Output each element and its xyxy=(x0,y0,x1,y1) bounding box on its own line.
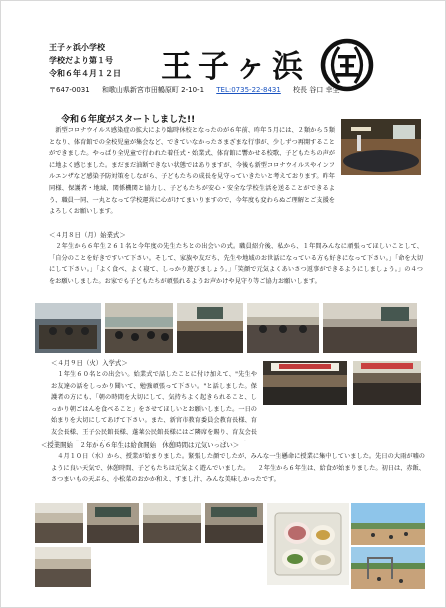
first-day-photo-4 xyxy=(247,303,319,353)
entrance-ceremony-photo-2 xyxy=(353,361,421,405)
classroom-photo-5 xyxy=(35,547,91,587)
issue-number: 学校だより第１号 xyxy=(49,56,113,65)
school-lunch-photo xyxy=(267,503,349,585)
entrance-ceremony-photo-1 xyxy=(263,361,347,405)
playground-photo-2 xyxy=(351,547,425,589)
entrance-ceremony-hall-photo xyxy=(341,119,421,175)
first-day-photo-1 xyxy=(35,303,101,353)
newsletter-title: 王子ヶ浜 xyxy=(161,49,309,85)
issue-date: 令和６年４月１２日 xyxy=(49,69,121,78)
classroom-photo-4 xyxy=(205,503,263,543)
intro-title: 令和６年度がスタートしました!! xyxy=(61,115,196,125)
school-address: 和歌山県新宮市田鶴原町 2-10-1 xyxy=(101,86,205,94)
section-title-classes: ＜授業開始 ２年から６年生は給食開始 休憩時間は元気いっぱい＞ xyxy=(41,441,240,449)
playground-photo-1 xyxy=(351,503,425,545)
header-meta xyxy=(49,41,121,80)
section-title-entrance: ＜４月９日（火）入学式＞ xyxy=(51,359,128,367)
classroom-photo-2 xyxy=(87,503,139,543)
school-name: 王子ヶ浜小学校 xyxy=(49,43,105,52)
phone-link[interactable]: TEL:0735-22-8431 xyxy=(216,86,281,94)
classroom-photo-3 xyxy=(143,503,201,543)
postal-code: 〒647-0031 xyxy=(49,86,90,94)
first-day-photo-2 xyxy=(105,303,173,353)
intro-paragraph: 新型コロナウイルス感染症の拡大により臨時休校となったのが６年前、昨年５月には、２類から５類となり、体育館での全校児童が集会など、できていなかったさまざまな行事が、少しずつ再開することができました。やっぱり全児童で行われた着任式・始業式、体育館に響かせる校歌、子どもたちの声がに地よく感じました。まだまだ油断できない状態ではありますが、今後も新型コロナウイルスやインフルエンザなど感染予防対策をしながら、子どもたちの成長を見守っていきたいと考えております。昨年同様、保護者・地域、関係機関と協力し、子どもたちが安心・安全な学校生活を送ることができるよう、職員一同、一丸となって学校運営に心がけてまいりますので、今年度も変わらぬご理解とご支援をよろしくお願いします。 xyxy=(49,127,335,216)
principal-name: 校長 谷口 幸生 xyxy=(293,86,340,94)
first-day-photo-3 xyxy=(177,303,243,353)
contact-line xyxy=(49,85,350,95)
first-day-photo-5 xyxy=(323,303,417,353)
classroom-photo-1 xyxy=(35,503,83,543)
section-body-entrance: １年生６０名との出会い。始業式で話したことに付け加えて、"先生やお友達の話をしっかり聞いて、勉強頑張って下さい。"と話しました。保護者の方にも、「朝の時間を大切にして、気持ちよく起きられること、しっかり朝ごはんを食べること」をさせてほしいとお願いしました。一日の始まりを大切にしてあげて下さい。また、新宮市教育委員会教育長様、育友会長様、王子公民館長様、蓬莱公民館長様にはご隣席を賜り、育友会長 xyxy=(51,371,257,436)
section-body-opening: ２年生から６年生２６１名と今年度の先生たちとの出会いの式。職員紹介後、私から、１年間みんなに頑張ってほしいことして、「自分のことを好きですいて下さい。そして、家族や友だち、先生や地域のお世話になっている方も好きになって下さい。」「命を大切にして下さい。」「よく食べ、よく寝て、しっかり遊びましょう。」「笑顔で元気よくあいさつ返事ができるようにしましょう。」の４つをお願いしました。お家でも子どもたちが頑張れるようお声かけや見守り等ご協力お願いします。 xyxy=(49,243,423,285)
section-body-classes: ４月１０日（水）から、授業が始まりました。緊張した顔でしたが、みんな一生懸命に授業に集中していました。先日の大雨が嘘のように良い天気で、休憩時間、子どもたちは元気よく遊んでいました。 ２年生から６年生は、給食が始まりました。初日は、赤飯、さつまいもの天ぷら、小松菜のおかか和え、すまし汁、みんな美味しかったです。 xyxy=(51,453,425,484)
section-title-opening: ＜４月８日（月）始業式＞ xyxy=(49,231,126,239)
